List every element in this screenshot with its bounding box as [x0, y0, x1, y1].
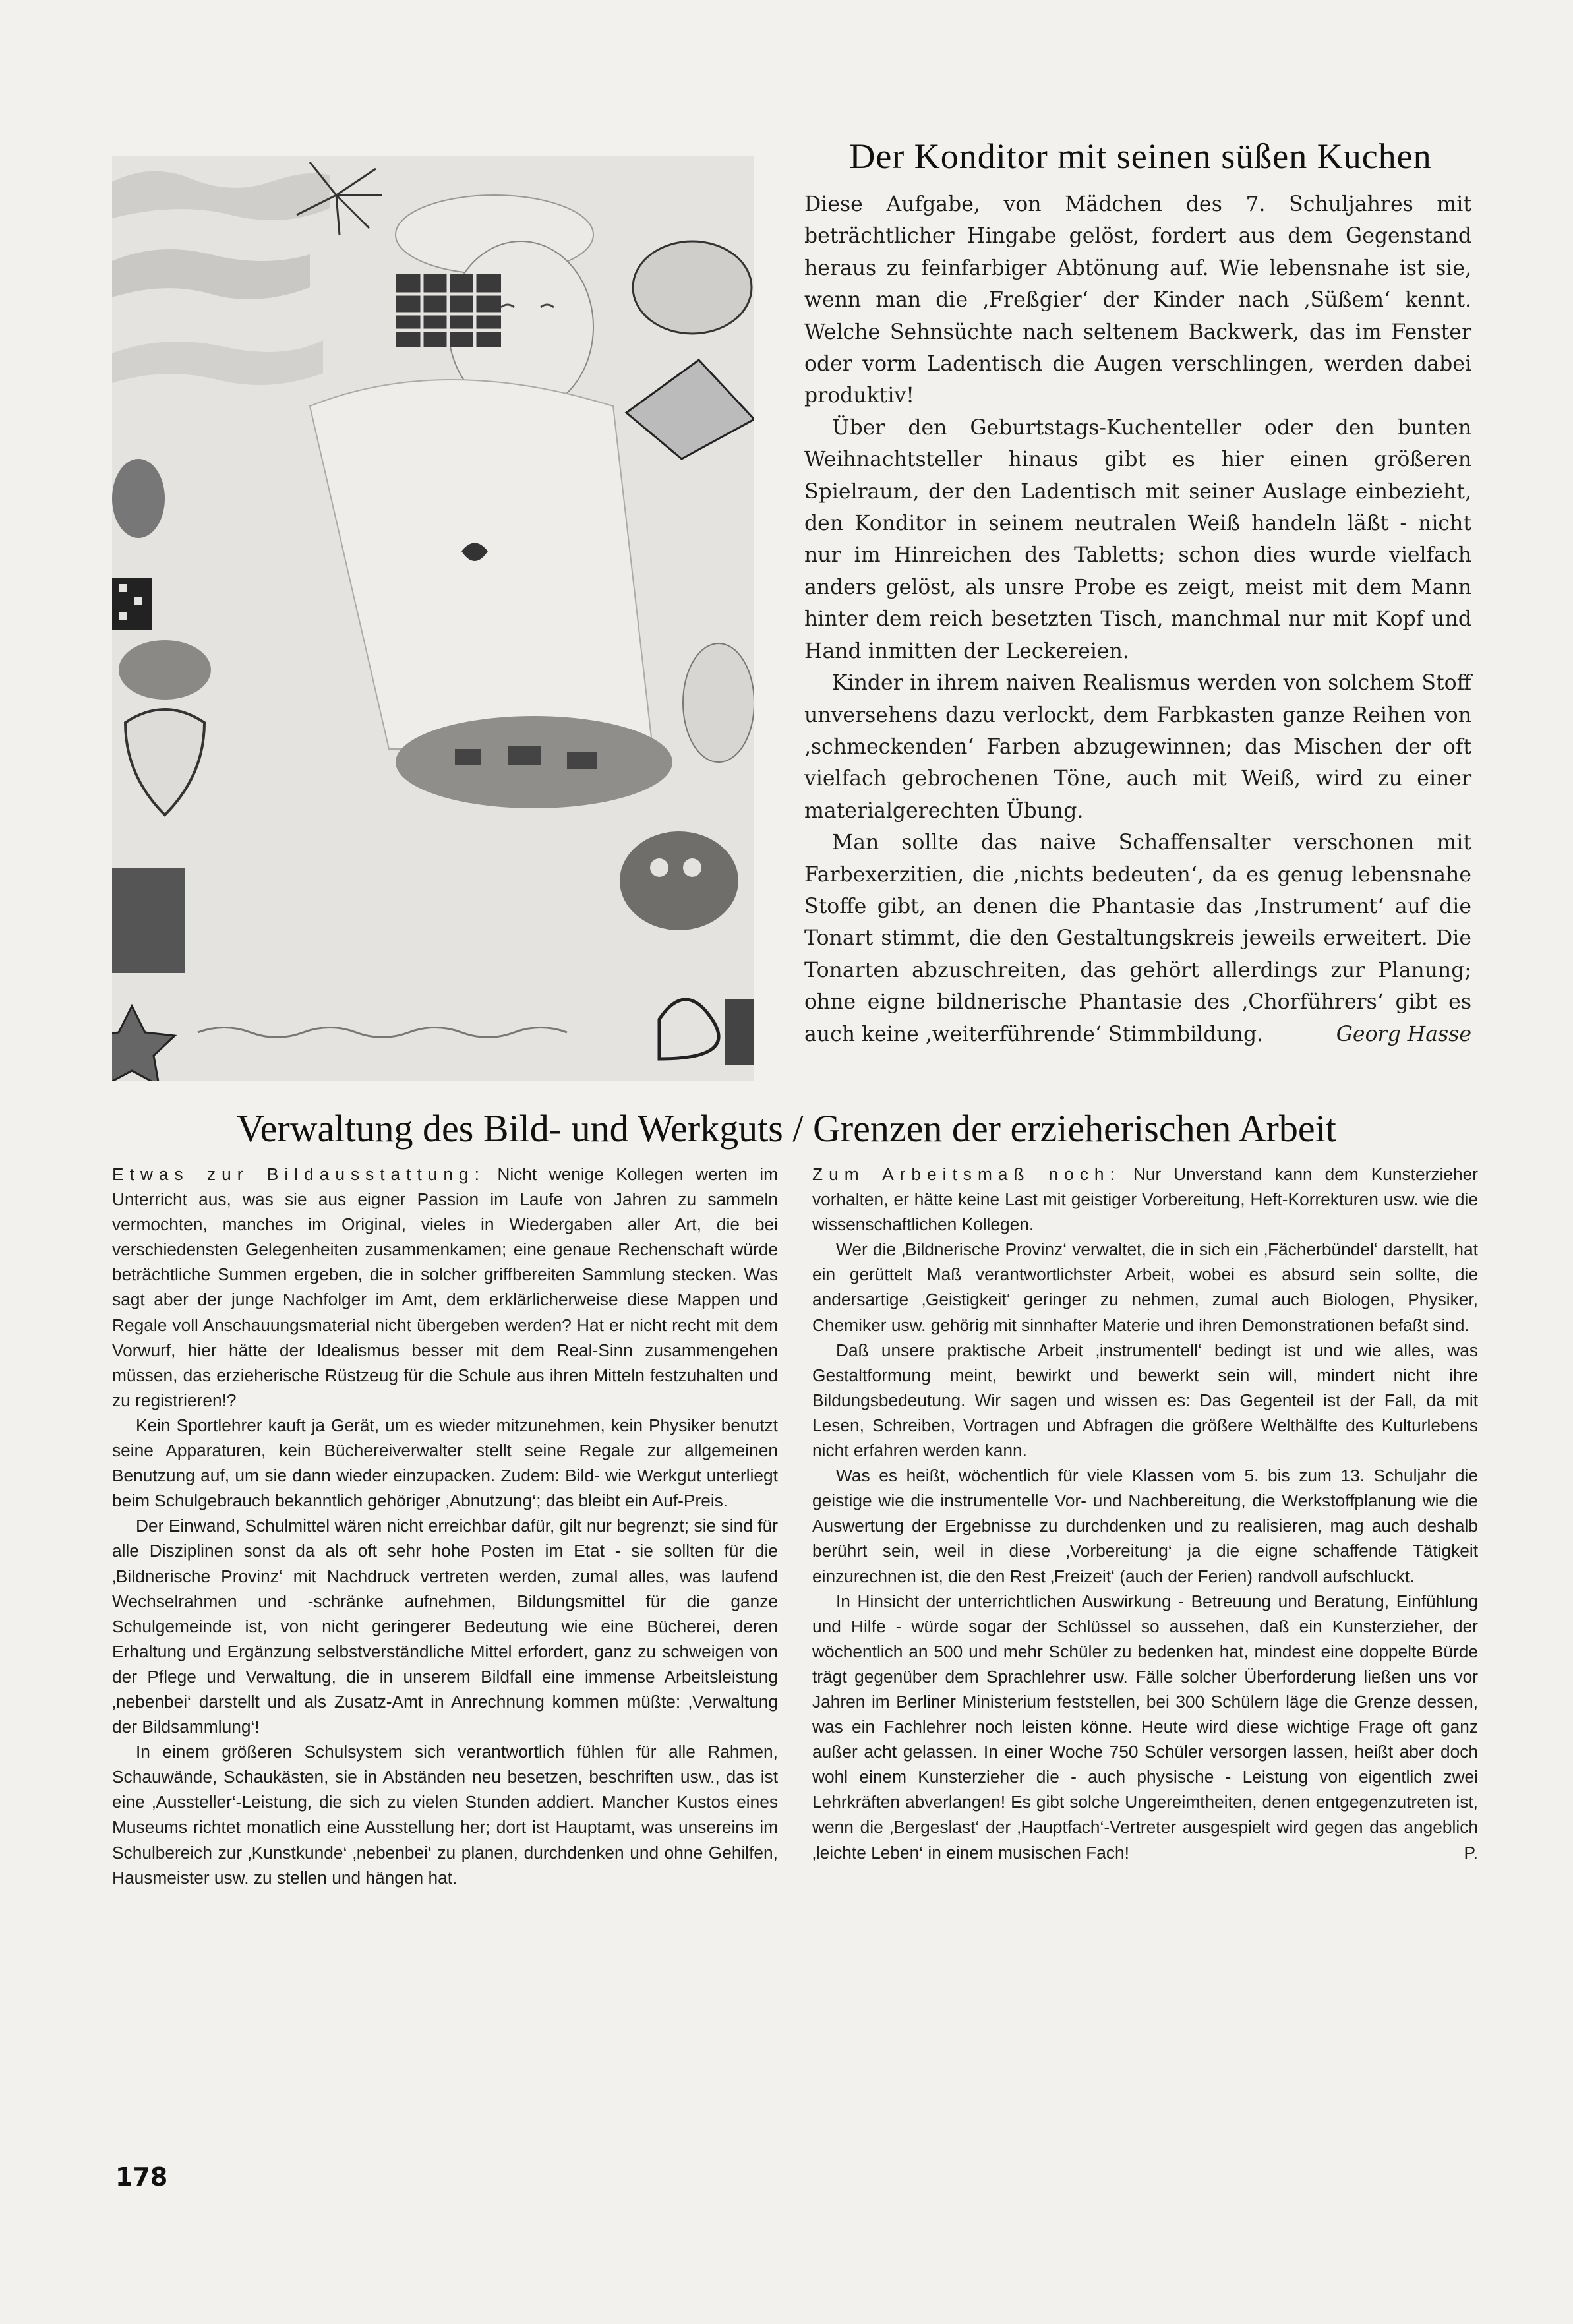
article-paragraph: Diese Aufgabe, von Mädchen des 7. Schuljahres mit beträchtlicher Hingabe gelöst, fordert aus dem Gegenstand heraus zu feinfarbiger Abtönung auf. Wie lebensnahe ist sie, wenn man die ‚Freßgier‘ der Kinder nach ‚Süßem‘ kennt. Welche Sehnsüchte nach seltenem Backwerk, das im Fenster oder vorm Ladentisch die Augen verschlingen, werden dabei produktiv! — [804, 193, 1471, 408]
paragraph-text: Nicht wenige Kollegen werten im Unterricht aus, was sie aus eigner Passion im Laufe von Jahren zu sammeln vermochten, manches im Original, vieles in Wiedergaben aller Art, die bei verschiedensten Gelegenheiten zusammenkamen; eine genaue Rechenschaft würde beträchtliche Summen ergeben, die in solcher griffbereiten Sammlung stecken. Was sagt aber der junge Nachfolger im Amt, dem erklärlicherweise diese Mappen und Regale voll Anschauungsmaterial nicht übergeben werden? Hat er nicht recht mit dem Vorwurf, hier hätte der Idealismus besser mit dem Real-Sinn zusammengehen müssen, das erzieherische Rüstzeug für die Schule aus ihren Mitteln festzuhalten und zu registrieren!? — [112, 1164, 779, 1410]
column-paragraph: Der Einwand, Schulmittel wären nicht erreichbar dafür, gilt nur begrenzt; sie sind für alle Disziplinen sonst da als oft sehr hohe Posten im Etat - sie sollten für die ‚Bildnerische Provinz‘ mit Nachdruck vertreten werden, zumal alles, was laufend Wechselrahmen und -schränke aufnehmen, Bildungsmittel für die ganze Schulgemeinde ist, von nicht geringerer Bedeutung wie eine Bücherei, deren Erhaltung und Ergänzung selbstverständliche Mittel erfordert, ganz zu schweigen von der Pflege und Verwaltung, die in unserem Bildfall eine immense Arbeitsleistung ‚nebenbei‘ darstellt und als Zusatz-Amt in Anrechnung kommen müßte: ‚Verwaltung der Bildsammlung‘! — [112, 1516, 778, 1737]
author-initials: P. — [1464, 1842, 1478, 1862]
left-column — [112, 1162, 778, 1890]
author-signature: Georg Hasse — [1336, 1022, 1471, 1046]
article-body — [804, 189, 1471, 1050]
right-column — [812, 1162, 1478, 1865]
column-paragraph: In einem größeren Schulsystem sich verantwortlich fühlen für alle Rahmen, Schauwände, Schaukästen, sie in Abständen neu besetzen, beschriften usw., das ist eine ‚Aussteller‘-Leistung, die sich zu vielen Stunden addiert. Mancher Kustos eines Museums richtet monatlich eine Ausstellung her; dort ist Hauptamt, was unsereins im Schulbereich zur ‚Kunstkunde‘ ‚nebenbei‘ zu planen, durchdenken und ohne Gehilfen, Hausmeister usw. zu stellen und hängen hat. — [112, 1742, 778, 1888]
column-paragraph — [112, 1162, 778, 1413]
paragraph-text: Nur Unverstand kann dem Kunsterzieher vorhalten, er hätte keine Last mit geistiger Vorbereitung, Heft-Korrekturen usw. wie die wissenschaftlichen Kollegen. — [812, 1164, 1478, 1235]
column-paragraph — [812, 1162, 1478, 1237]
paragraph-text: In Hinsicht der unterrichtlichen Auswirkung - Betreuung und Beratung, Einfühlung und Hilfe - würde sogar der Schlüssel so aussehen, daß ein Kunsterzieher, der wöchentlich an 500 und mehr Schüler zu bedenken hat, mindest eine doppelte Bürde trägt gegenüber dem Sprachlehrer usw. Fälle solcher Überforderung ließen uns vor Jahren im Berliner Ministerium feststellen, bei 300 Schülern läge die Grenze dessen, was ein Fachlehrer noch leisten könne. Heute wird diese wichtige Frage oft ganz außer acht gelassen. In einer Woche 750 Schüler versorgen lassen, heißt aber doch wohl einem Kunsterzieher die - auch physische - Leistung von eigentlich zwei Lehrkräften abverlangen! Es gibt solche Ungereimtheiten, denen entgegenzutreten ist, wenn die ‚Bergeslast‘ der ‚Hauptfach‘-Vertreter ausgespielt wird gegen das angeblich ‚leichte Leben‘ in einem musischen Fach! — [812, 1591, 1478, 1862]
column-paragraph: Daß unsere praktische Arbeit ‚instrumentell‘ bedingt ist und wie alles, was Gestaltformung meint, bewirkt und bewerkt sein will, mindert nicht ihre Bildungsbedeutung. Wir sagen und wissen es: Das Gegenteil ist der Fall, da mit Lesen, Schreiben, Vortragen und Abfragen die größere Welthälfte des Kulturlebens nicht erfahren werden kann. — [812, 1340, 1478, 1461]
article-paragraph: Kinder in ihrem naiven Realismus werden von solchem Stoff unversehens dazu verlockt, dem Farbkasten ganze Reihen von ‚schmeckenden‘ Farben abzugewinnen; das Mischen der oft vielfach gebrochenen Töne, auch mit Weiß, wird zu einer materialgerechten Übung. — [804, 671, 1471, 823]
confectioner-illustration — [112, 156, 754, 1081]
column-paragraph: Was es heißt, wöchentlich für viele Klassen vom 5. bis zum 13. Schuljahr die geistige wie die instrumentelle Vor- und Nachbereitung, die Werkstoffplanung wie die Auswertung der Ergebnisse zu durchdenken und zu realisieren, mag auch deshalb berührt sein, weil in diese ‚Vorbereitung‘ ja die eigne schaffende Tätigkeit einzurechnen ist, die den Rest ‚Freizeit‘ (auch der Ferien) randvoll aufschluckt. — [812, 1466, 1478, 1586]
column-paragraph: Wer die ‚Bildnerische Provinz‘ verwaltet, die in sich ein ‚Fächerbündel‘ darstellt, hat ein gerüttelt Maß verantwortlichster Arbeit, wobei es absurd sein sollte, die andersartige ‚Geistigkeit‘ geringer zu nehmen, zumal auch Biologen, Physiker, Chemiker usw. gehörig mit sinnhafter Materie und ihren Demonstrationen befaßt sind. — [812, 1239, 1478, 1335]
article-paragraph-text: Man sollte das naive Schaffensalter verschonen mit Farbexerzitien, die ‚nichts bedeuten‘, da es genug lebensnahe Stoffe gibt, an denen die Phantasie das ‚Instrument‘ auf die Tonart stimmt, die den Gestaltungskreis jeweils erweitert. Die Tonarten abzuschreiten, das gehört allerdings zur Planung; ohne eigne bildnerische Phantasie des ‚Chorführers‘ gibt es auch keine ‚weiterführende‘ Stimmbildung. — [804, 831, 1471, 1046]
illustration-drawing — [112, 156, 754, 1081]
page-number: 178 — [115, 2162, 168, 2191]
article-title: Der Konditor mit seinen süßen Kuchen — [849, 136, 1432, 176]
column-paragraph: Kein Sportlehrer kauft ja Gerät, um es wieder mitzunehmen, kein Physiker benutzt seine Apparaturen, kein Büchereiverwalter stellt seine Regale zur allgemeinen Benutzung auf, um sie dann wieder einzupacken. Zudem: Bild- wie Werkgut unterliegt beim Schulgebrauch bekanntlich gehöriger ‚Abnutzung‘; das bleibt ein Auf-Preis. — [112, 1415, 778, 1511]
lead-in: Etwas zur Bildausstattung: — [112, 1164, 485, 1184]
lead-in: Zum Arbeitsmaß noch: — [812, 1164, 1121, 1184]
article-paragraph: Über den Geburtstags-Kuchenteller oder den bunten Weihnachtsteller hinaus gibt es hier einen größeren Spielraum, der den Ladentisch mit seiner Auslage einbezieht, den Konditor in seinem neutralen Weiß handeln läßt - nicht nur im Hinreichen des Tabletts; schon dies wurde vielfach anders gelöst, als unsre Probe es zeigt, meist mit dem Mann hinter dem reich besetzten Tisch, manchmal nur mit Kopf und Hand inmitten der Leckereien. — [804, 415, 1471, 663]
article-paragraph-last — [804, 827, 1471, 1050]
section-heading: Verwaltung des Bild- und Werkguts / Grenzen der erzieherischen Arbeit — [237, 1107, 1336, 1150]
column-paragraph — [812, 1589, 1478, 1865]
